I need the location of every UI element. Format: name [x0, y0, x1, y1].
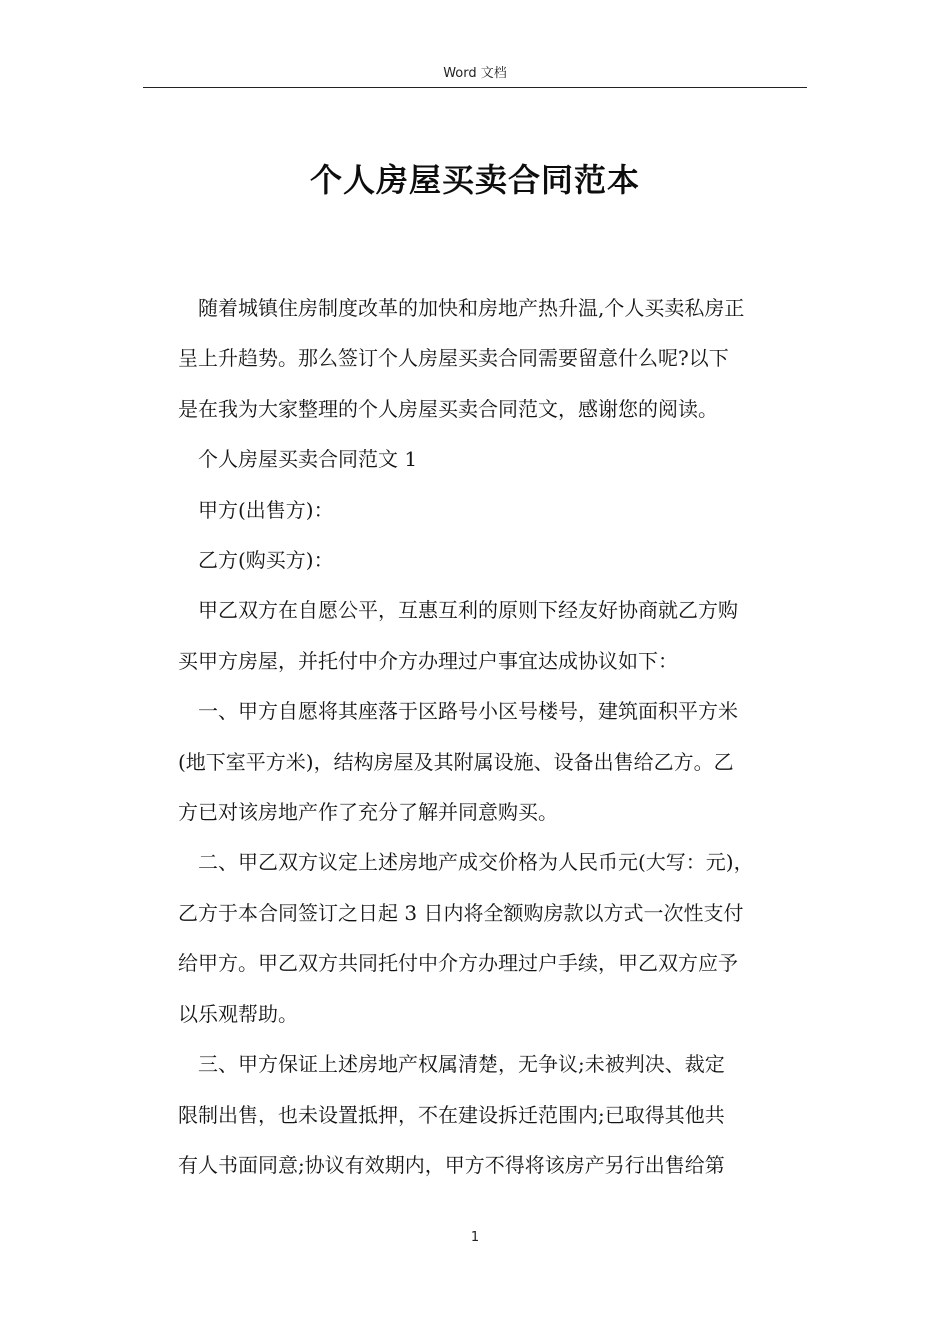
page-number: 1	[470, 1230, 480, 1245]
document-title: 个人房屋买卖合同范本	[309, 161, 640, 199]
paragraph-party-b: 乙方(购买方)：	[198, 548, 334, 573]
paragraph-clause-2: 二、甲乙双方议定上述房地产成交价格为人民币元(大写：元)， 乙方于本合同签订之日起 3 日内将全额购房款以方式一次性支付 给甲方。甲乙双方共同托付中介方办理过户手续，甲乙双方应予 以乐观帮助。	[178, 850, 754, 1026]
paragraph-party-a: 甲方(出售方)：	[198, 497, 334, 522]
paragraph-clause-3: 三、甲方保证上述房地产权属清楚，无争议;未被判决、裁定 限制出售，也未设置抵押，不在建设拆迁范围内;已取得其他共 有人书面同意;协议有效期内，甲方不得将该房产另行出售给第	[178, 1052, 725, 1177]
paragraph-clause-1: 一、甲方自愿将其座落于区路号小区号楼号，建筑面积平方米 (地下室平方米)，结构房屋及其附属设施、设备出售给乙方。乙 方已对该房地产作了充分了解并同意购买。	[178, 699, 738, 825]
header-divider	[143, 87, 807, 88]
paragraph-intro: 随着城镇住房制度改革的加快和房地产热升温,个人买卖私房正 呈上升趋势。那么签订个人房屋买卖合同需要留意什么呢?以下 是在我为大家整理的个人房屋买卖合同范文，感谢您的阅读。	[178, 296, 745, 421]
document-body	[178, 283, 810, 1190]
paragraph-agreement-intro: 甲乙双方在自愿公平，互惠互利的原则下经友好协商就乙方购 买甲方房屋，并托付中介方办理过户事宜达成协议如下：	[178, 598, 738, 673]
paragraph-heading-sample: 个人房屋买卖合同范文 1	[198, 447, 418, 472]
page-header-label: Word 文档	[443, 66, 507, 81]
